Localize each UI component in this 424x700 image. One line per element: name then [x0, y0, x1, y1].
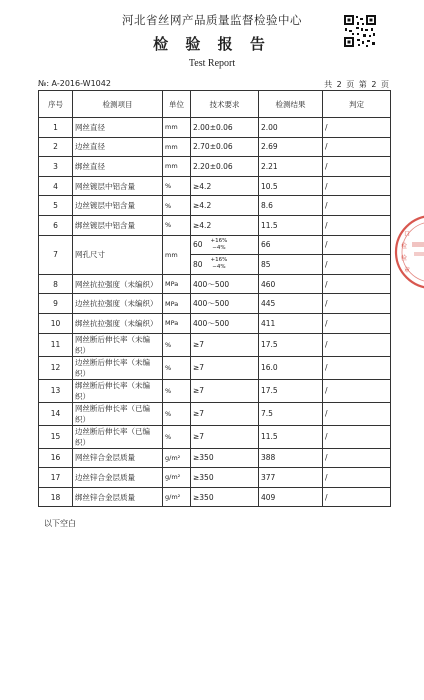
- cell-verdict: /: [323, 313, 391, 333]
- col-header-requirement: 技术要求: [191, 91, 259, 118]
- cell-no: 18: [39, 487, 73, 507]
- cell-item: 网丝镀层中铝含量: [73, 176, 163, 196]
- cell-result: 17.5: [259, 333, 323, 356]
- cell-unit: %: [163, 425, 191, 448]
- cell-verdict: /: [323, 333, 391, 356]
- official-seal-stamp: [392, 212, 424, 292]
- cell-result: 11.5: [259, 425, 323, 448]
- cell-result: 2.69: [259, 137, 323, 157]
- cell-requirement: 2.70±0.06: [191, 137, 259, 157]
- cell-item: 网丝断后伸长率（未编织）: [73, 333, 163, 356]
- cell-result: 409: [259, 487, 323, 507]
- table-row: [39, 333, 391, 356]
- cell-verdict: /: [323, 255, 391, 275]
- cell-result: 8.6: [259, 196, 323, 216]
- cell-verdict: /: [323, 379, 391, 402]
- cell-item: 边丝断后伸长率（已编织）: [73, 425, 163, 448]
- mesh-tolerance: [211, 238, 228, 252]
- table-row: [39, 215, 391, 235]
- cell-unit: mm: [163, 137, 191, 157]
- cell-no: 8: [39, 274, 73, 294]
- table-header-row: [39, 91, 391, 118]
- cell-result: 2.00: [259, 118, 323, 138]
- cell-no: 17: [39, 468, 73, 488]
- table-row: [39, 196, 391, 216]
- cell-requirement: 400～500: [191, 294, 259, 314]
- end-of-content-note: 以下空白: [44, 519, 76, 528]
- svg-text:口: 口: [404, 231, 411, 238]
- cell-unit: %: [163, 196, 191, 216]
- cell-no: 10: [39, 313, 73, 333]
- table-row: [39, 118, 391, 138]
- cell-verdict: /: [323, 487, 391, 507]
- cell-result: 445: [259, 294, 323, 314]
- table-row: [39, 448, 391, 468]
- cell-no: 5: [39, 196, 73, 216]
- tolerance-plus: +16%: [210, 237, 228, 244]
- test-results-table: [38, 90, 391, 507]
- cell-item: 边丝锌合金层质量: [73, 468, 163, 488]
- cell-unit: %: [163, 176, 191, 196]
- table-row: [39, 379, 391, 402]
- cell-unit: %: [163, 379, 191, 402]
- cell-requirement: 400～500: [191, 313, 259, 333]
- col-header-item: 检测项目: [73, 91, 163, 118]
- cell-item: 网丝锌合金层质量: [73, 448, 163, 468]
- cell-result: 2.21: [259, 157, 323, 177]
- cell-result: 377: [259, 468, 323, 488]
- cell-verdict: /: [323, 118, 391, 138]
- cell-verdict: /: [323, 176, 391, 196]
- table-row: [39, 157, 391, 177]
- cell-result: 11.5: [259, 215, 323, 235]
- cell-unit: mm: [163, 235, 191, 274]
- cell-no: 14: [39, 402, 73, 425]
- mesh-tolerance: [211, 257, 228, 271]
- cell-unit: MPa: [163, 274, 191, 294]
- cell-no: 2: [39, 137, 73, 157]
- cell-requirement: ≥4.2: [191, 176, 259, 196]
- cell-requirement: [191, 235, 259, 255]
- cell-unit: MPa: [163, 294, 191, 314]
- mesh-nominal: 60: [193, 240, 203, 250]
- table-row: [39, 313, 391, 333]
- cell-no: 12: [39, 356, 73, 379]
- cell-requirement: ≥7: [191, 356, 259, 379]
- table-row: [39, 274, 391, 294]
- table-row: [39, 356, 391, 379]
- cell-unit: MPa: [163, 313, 191, 333]
- cell-requirement: ≥7: [191, 333, 259, 356]
- cell-requirement: ≥4.2: [191, 215, 259, 235]
- cell-result: 17.5: [259, 379, 323, 402]
- svg-text:检: 检: [401, 243, 408, 250]
- cell-requirement: ≥4.2: [191, 196, 259, 216]
- col-header-unit: 单位: [163, 91, 191, 118]
- cell-requirement: ≥350: [191, 468, 259, 488]
- cell-requirement: ≥7: [191, 379, 259, 402]
- cell-verdict: /: [323, 356, 391, 379]
- cell-unit: mm: [163, 157, 191, 177]
- cell-unit: g/m²: [163, 487, 191, 507]
- cell-unit: g/m²: [163, 448, 191, 468]
- cell-no: 11: [39, 333, 73, 356]
- cell-verdict: /: [323, 402, 391, 425]
- cell-result: 85: [259, 255, 323, 275]
- cell-item: 绑丝镀层中铝含量: [73, 215, 163, 235]
- cell-item: 网丝断后伸长率（已编织）: [73, 402, 163, 425]
- cell-item: 边丝抗拉强度（未编织）: [73, 294, 163, 314]
- table-row: [39, 294, 391, 314]
- table-body: [39, 118, 391, 507]
- cell-verdict: /: [323, 137, 391, 157]
- cell-item: 网孔尺寸: [73, 235, 163, 274]
- cell-unit: %: [163, 402, 191, 425]
- cell-no: 9: [39, 294, 73, 314]
- cell-result: 10.5: [259, 176, 323, 196]
- cell-requirement: [191, 255, 259, 275]
- report-number: №: A-2016-W1042: [38, 79, 111, 88]
- svg-text:验: 验: [401, 255, 408, 262]
- cell-requirement: ≥7: [191, 425, 259, 448]
- cell-item: 网丝直径: [73, 118, 163, 138]
- col-header-no: 序号: [39, 91, 73, 118]
- cell-item: 边丝直径: [73, 137, 163, 157]
- cell-verdict: /: [323, 274, 391, 294]
- cell-requirement: 2.20±0.06: [191, 157, 259, 177]
- cell-item: 绑丝抗拉强度（未编织）: [73, 313, 163, 333]
- cell-no: 3: [39, 157, 73, 177]
- cell-no: 6: [39, 215, 73, 235]
- cell-result: 388: [259, 448, 323, 468]
- cell-item: 绑丝断后伸长率（未编织）: [73, 379, 163, 402]
- cell-item: 绑丝锌合金层质量: [73, 487, 163, 507]
- cell-item: 边丝镀层中铝含量: [73, 196, 163, 216]
- cell-no: 7: [39, 235, 73, 274]
- cell-verdict: /: [323, 468, 391, 488]
- cell-no: 4: [39, 176, 73, 196]
- table-row-mesh-size: [39, 235, 391, 255]
- report-subtitle: Test Report: [188, 58, 236, 69]
- cell-result: 460: [259, 274, 323, 294]
- table-row: [39, 402, 391, 425]
- report-title: 检 验 报 告: [153, 35, 271, 53]
- cell-unit: mm: [163, 118, 191, 138]
- cell-verdict: /: [323, 294, 391, 314]
- cell-item: 边丝断后伸长率（未编织）: [73, 356, 163, 379]
- cell-verdict: /: [323, 235, 391, 255]
- cell-requirement: 400～500: [191, 274, 259, 294]
- cell-requirement: ≥7: [191, 402, 259, 425]
- svg-text:章: 章: [404, 267, 411, 274]
- cell-verdict: /: [323, 196, 391, 216]
- cell-no: 16: [39, 448, 73, 468]
- cell-unit: g/m²: [163, 468, 191, 488]
- cell-requirement: ≥350: [191, 448, 259, 468]
- qr-code-icon: [343, 14, 377, 48]
- col-header-result: 检测结果: [259, 91, 323, 118]
- table-row: [39, 468, 391, 488]
- tolerance-minus: −4%: [212, 244, 226, 251]
- cell-verdict: /: [323, 448, 391, 468]
- cell-result: 411: [259, 313, 323, 333]
- center-name: 河北省丝网产品质量监督检验中心: [122, 13, 302, 27]
- cell-result: 66: [259, 235, 323, 255]
- cell-verdict: /: [323, 425, 391, 448]
- cell-result: 7.5: [259, 402, 323, 425]
- cell-requirement: ≥350: [191, 487, 259, 507]
- cell-unit: %: [163, 333, 191, 356]
- page-counter: 共 2 页 第 2 页: [324, 80, 390, 89]
- cell-result: 16.0: [259, 356, 323, 379]
- cell-item: 绑丝直径: [73, 157, 163, 177]
- col-header-verdict: 判定: [323, 91, 391, 118]
- table-row: [39, 176, 391, 196]
- cell-unit: %: [163, 356, 191, 379]
- cell-no: 1: [39, 118, 73, 138]
- cell-no: 13: [39, 379, 73, 402]
- cell-requirement: 2.00±0.06: [191, 118, 259, 138]
- tolerance-minus: −4%: [212, 264, 226, 271]
- cell-verdict: /: [323, 215, 391, 235]
- tolerance-plus: +16%: [210, 257, 228, 264]
- cell-item: 网丝抗拉强度（未编织）: [73, 274, 163, 294]
- table-row: [39, 137, 391, 157]
- mesh-nominal: 80: [193, 259, 203, 269]
- table-row: [39, 425, 391, 448]
- cell-verdict: /: [323, 157, 391, 177]
- table-row: [39, 487, 391, 507]
- cell-unit: %: [163, 215, 191, 235]
- cell-no: 15: [39, 425, 73, 448]
